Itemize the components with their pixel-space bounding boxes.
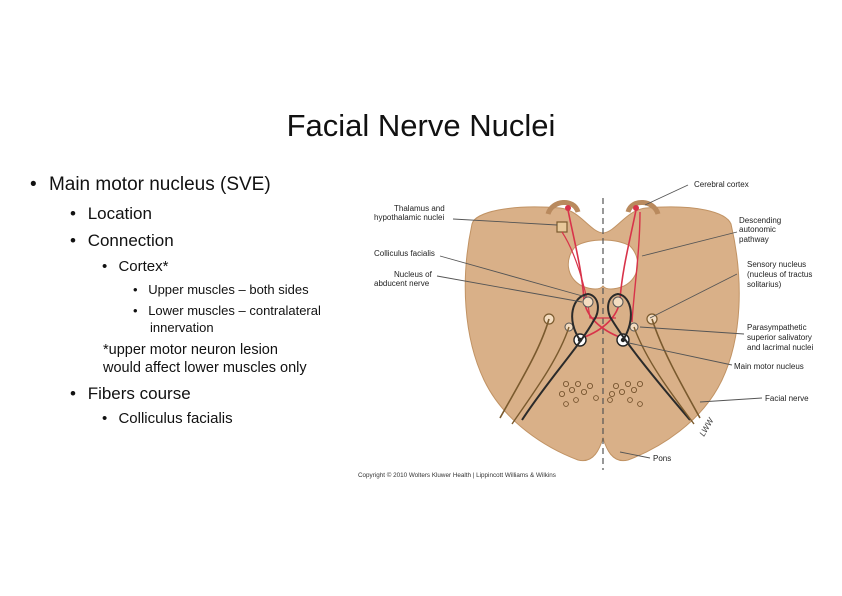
label-descending: autonomic: [739, 225, 776, 234]
bullet-icon: •: [102, 410, 108, 427]
slide-title: Facial Nerve Nuclei: [286, 108, 556, 143]
lww-signature: LWW: [697, 416, 716, 438]
bullet-text: Connection: [87, 231, 174, 250]
bullet-icon: •: [70, 231, 76, 250]
bullet-icon: •: [102, 258, 108, 275]
abducent-nucleus-right: [613, 297, 623, 307]
label-descending: Descending: [739, 216, 782, 225]
label-parasympathetic: Parasympathetic: [747, 323, 807, 332]
label-pons: Pons: [653, 454, 672, 463]
label-main-motor: Main motor nucleus: [734, 362, 804, 371]
label-sensory: solitarius): [747, 280, 782, 289]
label-thalamus: hypothalamic nuclei: [374, 213, 445, 222]
label-parasympathetic: superior salivatory: [747, 333, 812, 342]
copyright-line: Copyright © 2010 Wolters Kluwer Health | Lippincott Williams & Wilkins: [358, 472, 556, 479]
label-facial-nerve: Facial nerve: [765, 394, 809, 403]
label-sensory: Sensory nucleus: [747, 260, 807, 269]
bullet-text: Cortex*: [118, 258, 169, 275]
lesion-note-line: would affect lower muscles only: [103, 360, 307, 376]
abducent-nucleus-left: [583, 297, 593, 307]
bullet-text: Upper muscles – both sides: [148, 282, 309, 297]
thalamus-nucleus: [557, 222, 567, 232]
bullet-icon: •: [133, 282, 138, 297]
bullet-icon: •: [70, 204, 76, 223]
bullet-lower-muscles-cont: innervation: [150, 320, 214, 335]
bullet-icon: •: [30, 174, 37, 195]
bullet-text: Colliculus facialis: [118, 410, 233, 427]
bullet-icon: •: [70, 384, 76, 403]
label-colliculus-facialis: Colliculus facialis: [374, 249, 435, 258]
bullet-icon: •: [133, 303, 138, 318]
lesion-note-line: *upper motor neuron lesion: [103, 342, 278, 358]
bullet-text: Main motor nucleus (SVE): [48, 174, 271, 195]
label-abducent: abducent nerve: [374, 279, 430, 288]
label-parasympathetic: and lacrimal nuclei: [747, 343, 814, 352]
label-sensory: (nucleus of tractus: [747, 270, 813, 279]
label-abducent: Nucleus of: [394, 270, 432, 279]
label-cerebral-cortex: Cerebral cortex: [694, 180, 749, 189]
label-thalamus: Thalamus and: [394, 204, 445, 213]
bullet-text: Fibers course: [87, 384, 191, 403]
bullet-text: Location: [87, 204, 152, 223]
bullet-text: Lower muscles – contralateral: [148, 303, 321, 318]
label-descending: pathway: [739, 235, 769, 244]
